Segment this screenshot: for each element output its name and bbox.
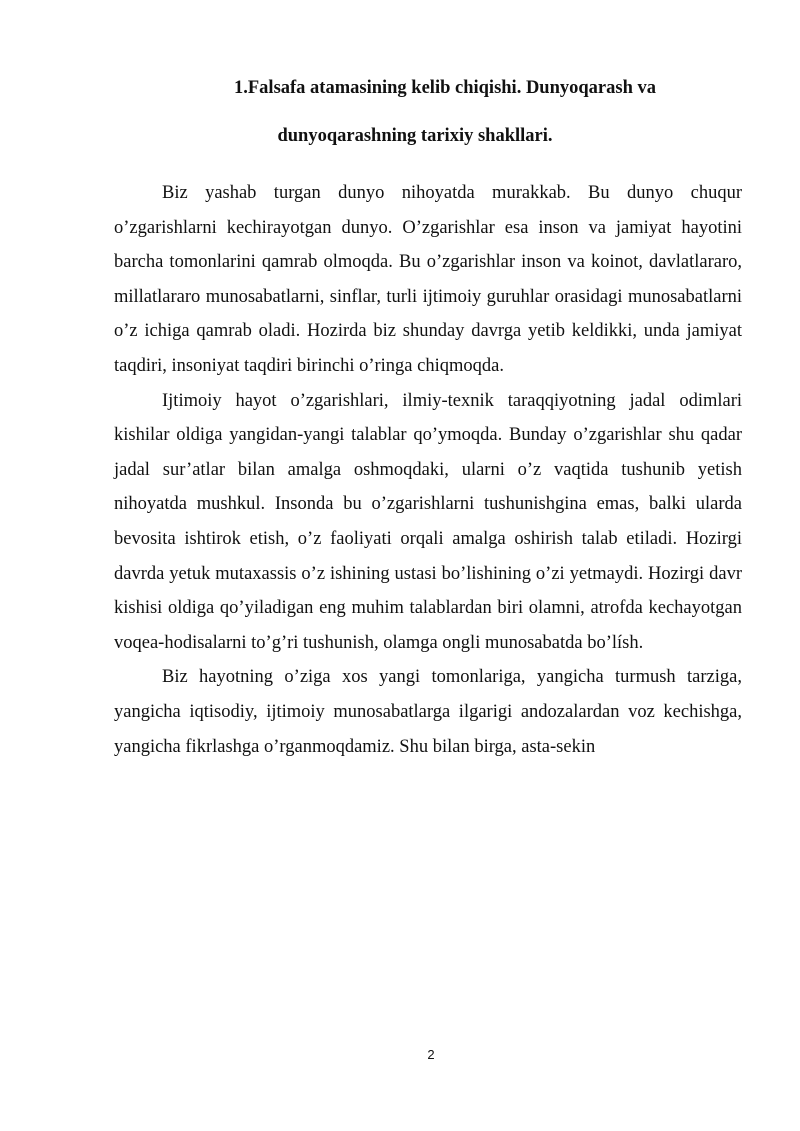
paragraph-1: Biz yashab turgan dunyo nihoyatda murakkab. Bu dunyo chuqur o’zgarishlarni kechirayotgan dunyo. O’zgarishlar esa inson va jamiyat hayotini barcha tomonlarini qamrab olmoqda. Bu o’zgarishlar inson va koinot, davlatlararo, millatlararo munosabatlarni, sinflar, turli ijtimoiy guruhlar orasidagi munosabatlarni o’z ichiga qamrab oladi. Hozirda biz shunday davrga yetib keldikki, unda jamiyat taqdiri, insoniyat taqdiri birinchi o’ringa chiqmoqda.	[114, 183, 742, 376]
page-number: 2	[427, 1047, 435, 1062]
body-text	[114, 176, 742, 764]
paragraph-2: Ijtimoiy hayot o’zgarishlari, ilmiy-texnik taraqqiyotning jadal odimlari kishilar oldiga yangidan-yangi talablar qo’ymoqda. Bunday o’zgarishlar shu qadar jadal sur’atlar bilan amalga oshmoqdaki, ularni o’z vaqtida tushunib yetish nihoyatda mushkul. Insonda bu o’zgarishlarni tushunishgina emas, balki ularda bevosita ishtirok etish, o’z faoliyati orqali amalga oshirish talab etiladi. Hozirgi davrda yetuk mutaxassis o’z ishining ustasi bo’lishining o’zi yetmaydi. Hozirgi davr kishisi oldiga qo’yiladigan eng muhim talablardan biri olamni, atrofda kechayotgan voqea-hodisalarni to’g’ri tushunish, olamga ongli munosabatda bo’lísh.	[114, 390, 742, 653]
section-title-line-1: 1.Falsafa atamasining kelib chiqishi. Dunyoqarash va	[234, 78, 656, 98]
section-title-line-2: dunyoqarashning tarixiy shakllari.	[277, 126, 553, 146]
paragraph-3: Biz hayotning o’ziga xos yangi tomonlariga, yangicha turmush tarziga, yangicha iqtisodiy, ijtimoiy munosabatlarga ilgarigi andozalardan voz kechishga, yangicha fikrlashga o’rganmoqdamiz. Shu bilan birga, asta-sekin	[114, 667, 742, 757]
